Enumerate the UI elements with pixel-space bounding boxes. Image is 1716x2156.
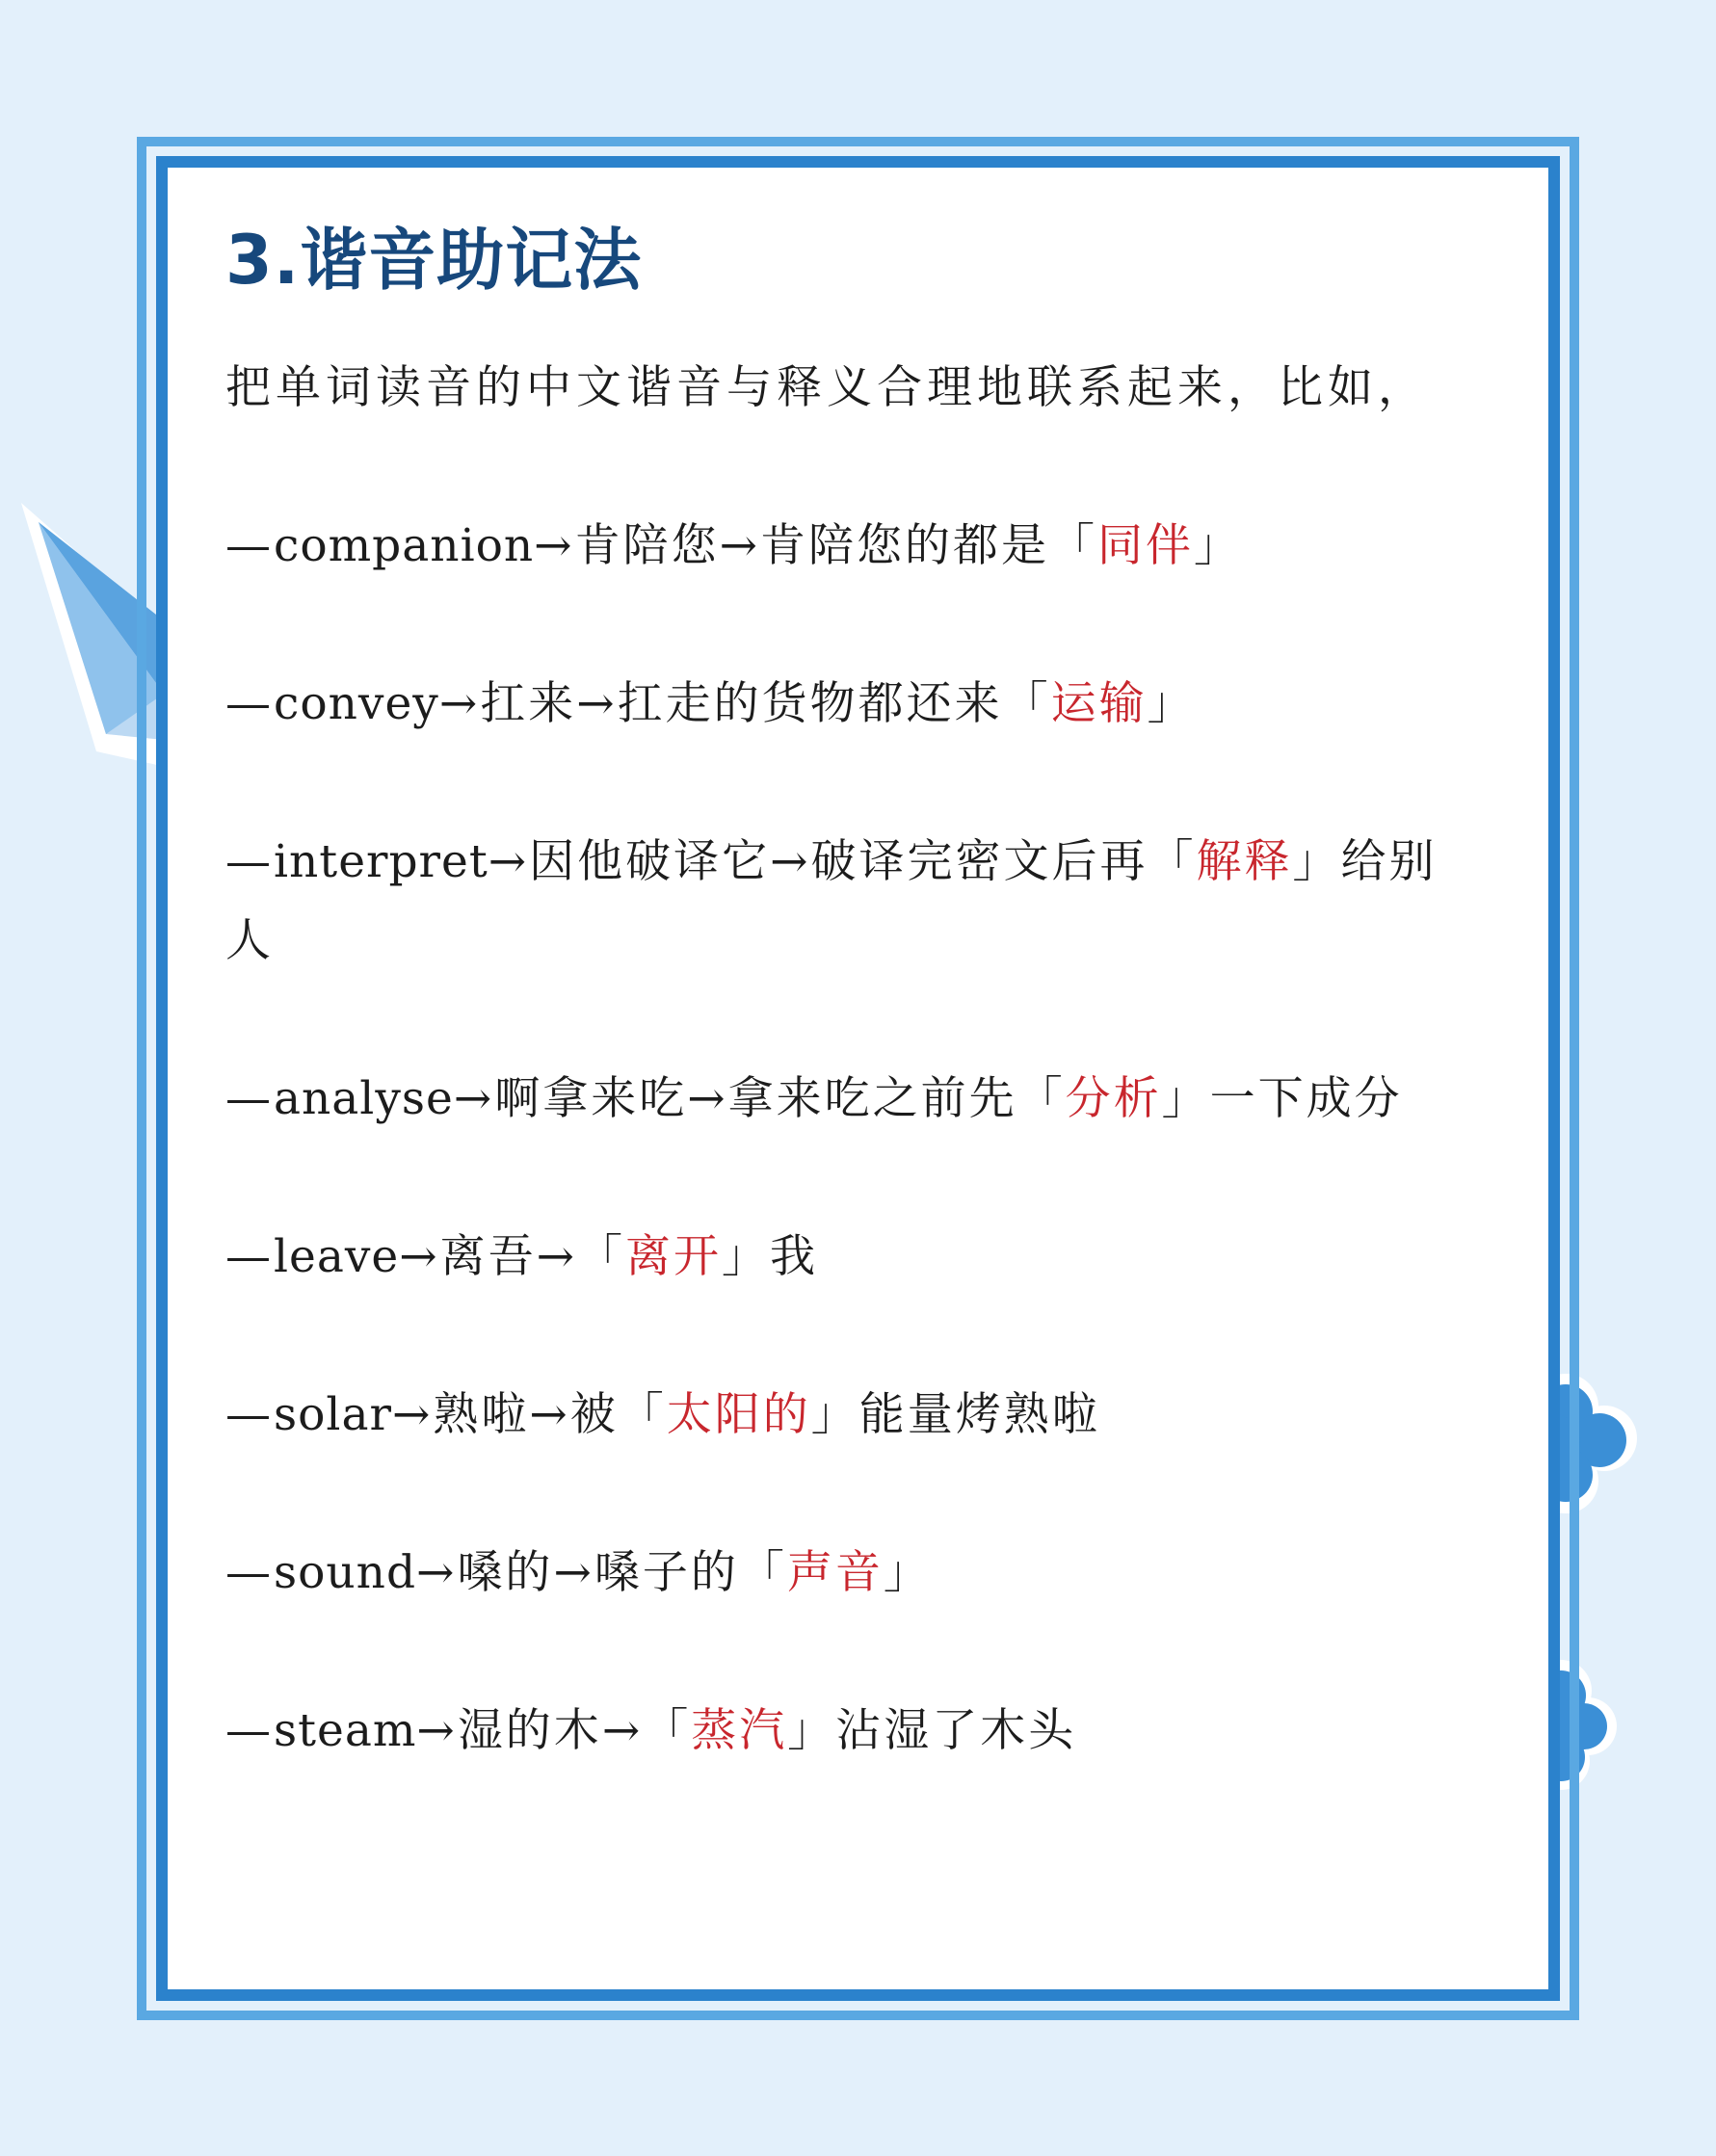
bracket-open: 「 bbox=[1048, 519, 1097, 572]
dash: — bbox=[225, 1546, 274, 1599]
bracket-open: 「 bbox=[1016, 1072, 1066, 1125]
list-item bbox=[225, 1376, 1478, 1455]
bracket-close: 」 bbox=[1292, 835, 1341, 888]
mnemonic-tail-text: 我 bbox=[770, 1230, 819, 1283]
list-item bbox=[225, 1060, 1478, 1139]
bracket-close: 」 bbox=[883, 1546, 932, 1599]
meaning-text: 解释 bbox=[1196, 835, 1293, 888]
meaning-text: 太阳的 bbox=[666, 1388, 811, 1441]
mnemonic-text: 肯陪您的都是 bbox=[759, 519, 1049, 572]
arrow: → bbox=[719, 519, 760, 572]
bracket-close: 」 bbox=[722, 1230, 771, 1283]
arrow: → bbox=[453, 1072, 495, 1125]
bracket-close: 」 bbox=[787, 1704, 836, 1757]
page-title: 3.谐音助记法 bbox=[225, 221, 643, 300]
homophone-text: 离吾 bbox=[439, 1230, 537, 1283]
arrow: → bbox=[438, 677, 481, 730]
mnemonic-text: 拿来吃之前先 bbox=[727, 1072, 1017, 1125]
bracket-close: 」 bbox=[1193, 519, 1242, 572]
arrow: → bbox=[534, 519, 575, 572]
english-word: interpret bbox=[274, 835, 488, 888]
arrow: → bbox=[687, 1072, 728, 1125]
dash: — bbox=[225, 519, 274, 572]
arrow: → bbox=[576, 677, 618, 730]
meaning-text: 分析 bbox=[1065, 1072, 1162, 1125]
list-item bbox=[225, 665, 1478, 744]
dash: — bbox=[225, 1704, 274, 1757]
example-list bbox=[225, 507, 1478, 1850]
bracket-open: 「 bbox=[618, 1388, 667, 1441]
bracket-open: 「 bbox=[738, 1546, 787, 1599]
bracket-open: 「 bbox=[1148, 835, 1197, 888]
bracket-open: 「 bbox=[643, 1704, 692, 1757]
dash: — bbox=[225, 835, 274, 888]
homophone-text: 嗓的 bbox=[457, 1546, 554, 1599]
bracket-close: 」 bbox=[810, 1388, 859, 1441]
arrow: → bbox=[529, 1388, 570, 1441]
english-word: leave bbox=[274, 1230, 400, 1283]
meaning-text: 蒸汽 bbox=[691, 1704, 788, 1757]
list-item bbox=[225, 507, 1478, 586]
mnemonic-text: 嗓子的 bbox=[594, 1546, 739, 1599]
arrow: → bbox=[391, 1388, 434, 1441]
dash: — bbox=[225, 1388, 274, 1441]
meaning-text: 声音 bbox=[786, 1546, 884, 1599]
homophone-text: 因他破译它 bbox=[529, 835, 771, 888]
arrow: → bbox=[601, 1704, 644, 1757]
arrow: → bbox=[553, 1546, 594, 1599]
intro-text: 把单词读音的中文谐音与释义合理地联系起来，比如， bbox=[225, 361, 1428, 414]
english-word: solar bbox=[274, 1388, 392, 1441]
meaning-text: 同伴 bbox=[1096, 519, 1194, 572]
arrow: → bbox=[770, 835, 811, 888]
list-item bbox=[225, 1534, 1478, 1613]
homophone-text: 湿的木 bbox=[457, 1704, 602, 1757]
dash: — bbox=[225, 677, 274, 730]
mnemonic-text: 被 bbox=[569, 1388, 619, 1441]
bracket-close: 」 bbox=[1161, 1072, 1210, 1125]
meaning-text: 离开 bbox=[625, 1230, 723, 1283]
arrow: → bbox=[416, 1704, 458, 1757]
homophone-text: 熟啦 bbox=[433, 1388, 530, 1441]
list-item bbox=[225, 1218, 1478, 1297]
english-word: companion bbox=[274, 519, 535, 572]
homophone-text: 啊拿来吃 bbox=[494, 1072, 688, 1125]
arrow: → bbox=[416, 1546, 458, 1599]
bracket-close: 」 bbox=[1147, 677, 1196, 730]
arrow: → bbox=[399, 1230, 440, 1283]
mnemonic-tail-text: 给别人 bbox=[225, 835, 1438, 967]
homophone-text: 肯陪您 bbox=[574, 519, 720, 572]
homophone-text: 扛来 bbox=[480, 677, 577, 730]
list-item bbox=[225, 823, 1478, 981]
english-word: sound bbox=[274, 1546, 417, 1599]
mnemonic-tail-text: 一下成分 bbox=[1209, 1072, 1403, 1125]
mnemonic-text: 破译完密文后再 bbox=[810, 835, 1148, 888]
list-item bbox=[225, 1692, 1478, 1771]
dash: — bbox=[225, 1072, 274, 1125]
mnemonic-tail-text: 能量烤熟啦 bbox=[858, 1388, 1100, 1441]
arrow: → bbox=[488, 835, 530, 888]
dash: — bbox=[225, 1230, 274, 1283]
meaning-text: 运输 bbox=[1050, 677, 1148, 730]
bracket-open: 「 bbox=[577, 1230, 626, 1283]
arrow: → bbox=[536, 1230, 578, 1283]
english-word: analyse bbox=[274, 1072, 454, 1125]
english-word: steam bbox=[274, 1704, 417, 1757]
mnemonic-text: 扛走的货物都还来 bbox=[617, 677, 1003, 730]
bracket-open: 「 bbox=[1002, 677, 1051, 730]
mnemonic-tail-text: 沾湿了木头 bbox=[835, 1704, 1077, 1757]
english-word: convey bbox=[274, 677, 439, 730]
